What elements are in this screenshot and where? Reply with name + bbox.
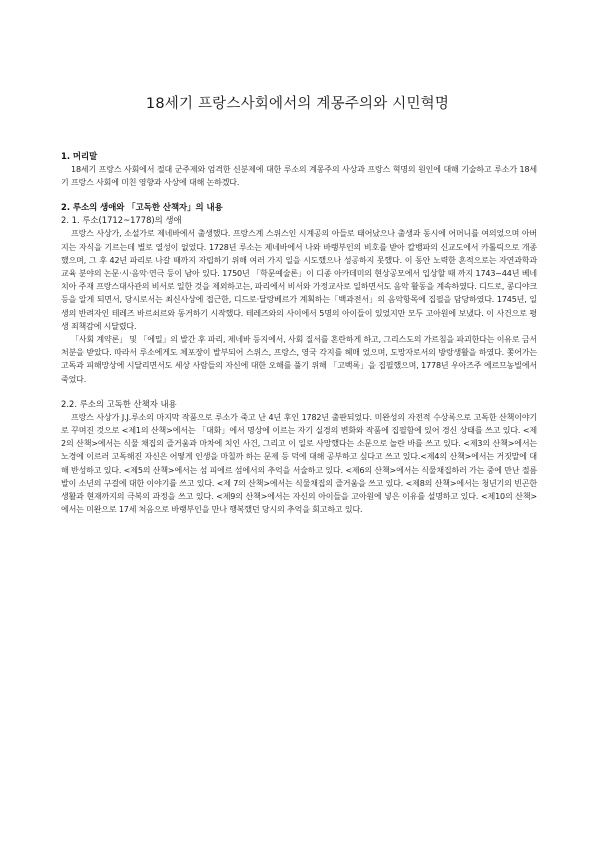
- paragraph: 프랑스 사상가 J.J.루소의 마지막 작품으로 루소가 죽고 난 4년 후인 1782년 출판되었다. 미완성의 자전적 수상록으로 고독한 산책이야기로 꾸며진 것으로 <제1의 산책>에서는 「대화」에서 명상에 이르는 자기 실경의 변화와 작품에 집필함에 있어 경신 상태를 쓰고 있다. <제2의 산책>에서는 식물 채집의 즐거움과 마차에 치인 사건, 그리고 이 일로 사망했다는 소문으로 놀란 바를 쓰고 있다. <제3의 산책>에서는 노경에 이르러 고독해진 자신은 어떻게 인생을 마칠까 하는 문제 등 덕에 대해 공부하고 싶다고 쓰고 있다.<제4의 산책>에서는 거짓말에 대해 반성하고 있다. <제5의 산책>에서는 섬 피에르 섬에서의 추억을 서술하고 있다. <제6의 산책>에서는 식물채집하러 가는 중에 만난 절름발이 소년의 구걸에 대한 이야기를 쓰고 있다. <제 7의 산책>에서는 식물채집의 즐거움을 쓰고 있다. <제8의 산책>에서는 청년기의 빈곤한 생활과 현재까지의 극복의 과정을 쓰고 있다. <제9의 산책>에서는 자신의 아이들을 고아원에 넣은 이유를 설명하고 있다. <제10의 산책>에서는 미완으로 17세 처음으로 바랭부인을 만나 행복했던 당시의 추억을 회고하고 있다.: [61, 412, 537, 515]
- document-body: [61, 150, 537, 516]
- document-title: 18세기 프랑스사회에서의 계몽주의와 시민혁명: [145, 96, 450, 112]
- subsection-heading: 2. 1. 루소(1712~1778)의 생애: [61, 215, 182, 226]
- section-rousseau: [61, 201, 537, 516]
- section-heading: 2. 루소의 생애와 「고독한 산책자」의 내용: [61, 202, 223, 213]
- paragraph: 「사회 계약론」 및 「에밀」의 발간 후 파리, 제네바 등지에서, 사회 질서를 혼란하게 하고, 그리스도의 가르침을 파괴한다는 이유로 금서처분을 받았다. 따라서 루소에게도 체포장이 발부되어 스위스, 프랑스, 영국 각지를 헤매 었으며, 도망자로서의 방랑생활을 하였다. 쫓어가는 고독과 피해망상에 시달리면서도 세상 사람들의 자신에 대한 오해를 풀기 위해 「고백록」을 집필했으며, 1778년 우아즈주 에르므농빌에서 죽었다.: [61, 335, 537, 384]
- subsection-heading: 2.2. 루소의 고독한 산책자 내용: [61, 398, 177, 409]
- section-heading: 1. 머리말: [61, 151, 98, 161]
- section-introduction: [61, 150, 537, 189]
- paragraph: 18세기 프랑스 사회에서 절대 군주제와 엄격한 신분제에 대한 루소의 계몽주의 사상과 프랑스 혁명의 원인에 대해 기술하고 루소가 18세기 프랑스 사회에 미친 영향과 사상에 대해 논하겠다.: [61, 165, 537, 188]
- paragraph: 프랑스 사상가, 소설가로 제네바에서 출생했다. 프랑스계 스위스인 시계공의 아들로 태어났으나 출생과 동시에 어머니를 여의었으며 아버지는 자식을 기르는데 별로 열성이 없었다. 1728년 루소는 제네바에서 나와 바랭부인의 비호를 받아 칼뱅파의 신교도에서 카톨릭으로 개종했으며, 그 후 42년 파리로 나갈 때까지 자립하기 위해 여러 가지 일을 시도했으나 성공하지 못했다. 이 동안 노력한 흔적으로는 자연과학과 교육 분야의 논문·시·음악·연극 등이 남아 있다. 1750년 「학문예술론」이 디종 아카데미의 현상공모에서 입상할 때 까지 1743~44년 베네치아 주재 프랑스대사관의 비서로 일한 것을 제외하고는, 파리에서 비서와 가정교사로 일하면서도 음악 활동을 계속하였다. 디드로, 콩디야크 등을 알게 되면서, 당시로서는 최신사상에 접근한, 디드로·달랑베르가 계획하는「백과전서」의 음악항목에 집필을 담당하였다. 1745년, 일생의 반려자인 테레즈 바르쇠르와 동거하기 시작했다. 테레즈와의 사이에서 5명의 아이들이 있었지만 모두 고아원에 보냈다. 이 사건으로 평생 죄책감에 시달렸다.: [61, 229, 537, 331]
